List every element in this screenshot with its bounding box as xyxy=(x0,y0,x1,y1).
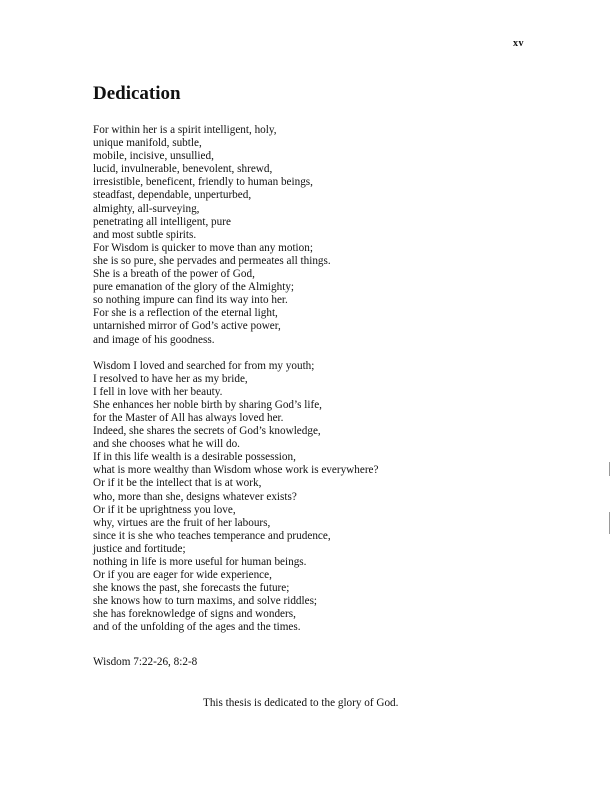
poem-line: She enhances her noble birth by sharing God’s life, xyxy=(93,398,322,411)
poem-line: and most subtle spirits. xyxy=(93,228,197,241)
poem-line: pure emanation of the glory of the Almighty; xyxy=(93,281,295,294)
scan-edge-mark xyxy=(609,512,610,534)
poem-line: If in this life wealth is a desirable possession, xyxy=(93,451,296,464)
poem-line: so nothing impure can find its way into her. xyxy=(93,294,288,307)
poem-line: she knows how to turn maxims, and solve riddles; xyxy=(93,595,318,608)
poem-line: why, virtues are the fruit of her labours, xyxy=(93,516,271,529)
poem-line: Wisdom I loved and searched for from my youth; xyxy=(93,359,315,372)
poem-line: unique manifold, subtle, xyxy=(93,137,202,150)
poem-line: she knows the past, she forecasts the future; xyxy=(93,582,290,595)
poem-line: She is a breath of the power of God, xyxy=(93,268,255,281)
dedication-note: This thesis is dedicated to the glory of God. xyxy=(203,697,399,709)
poem-line: penetrating all intelligent, pure xyxy=(93,215,231,228)
scan-edge-mark xyxy=(609,462,610,476)
poem-line: she has foreknowledge of signs and wonders, xyxy=(93,608,296,621)
poem-line: almighty, all-surveying, xyxy=(93,202,200,215)
poem-line: Or if you are eager for wide experience, xyxy=(93,569,272,582)
page-title: Dedication xyxy=(93,83,181,104)
poem-line: what is more wealthy than Wisdom whose work is everywhere? xyxy=(93,464,379,477)
poem-line: For Wisdom is quicker to move than any motion; xyxy=(93,241,313,254)
poem-line: For she is a reflection of the eternal light, xyxy=(93,307,278,320)
poem-line: steadfast, dependable, unperturbed, xyxy=(93,189,252,202)
poem-line: for the Master of All has always loved her. xyxy=(93,411,284,424)
poem-line: mobile, incisive, unsullied, xyxy=(93,150,214,163)
poem-line: and she chooses what he will do. xyxy=(93,438,240,451)
poem-line: she is so pure, she pervades and permeates all things. xyxy=(93,254,331,267)
poem-line: lucid, invulnerable, benevolent, shrewd, xyxy=(93,163,273,176)
poem xyxy=(93,124,513,648)
poem-line: untarnished mirror of God’s active power, xyxy=(93,320,281,333)
stanza xyxy=(93,360,513,635)
poem-line: I fell in love with her beauty. xyxy=(93,385,223,398)
poem-line: I resolved to have her as my bride, xyxy=(93,372,248,385)
poem-line: Or if it be the intellect that is at work, xyxy=(93,477,262,490)
poem-line: Indeed, she shares the secrets of God’s knowledge, xyxy=(93,425,321,438)
page-number: xv xyxy=(513,38,524,49)
poem-line: For within her is a spirit intelligent, holy, xyxy=(93,124,277,136)
poem-line: who, more than she, designs whatever exists? xyxy=(93,490,297,503)
poem-line: Or if it be uprightness you love, xyxy=(93,503,236,516)
poem-line: and of the unfolding of the ages and the times. xyxy=(93,621,301,634)
poem-line: nothing in life is more useful for human beings. xyxy=(93,556,307,568)
poem-line: and image of his goodness. xyxy=(93,333,215,346)
poem-line: since it is she who teaches temperance and prudence, xyxy=(93,529,331,542)
scripture-citation: Wisdom 7:22-26, 8:2-8 xyxy=(93,656,198,668)
poem-line: justice and fortitude; xyxy=(93,542,186,555)
poem-line: irresistible, beneficent, friendly to human beings, xyxy=(93,176,313,189)
stanza xyxy=(93,124,513,347)
